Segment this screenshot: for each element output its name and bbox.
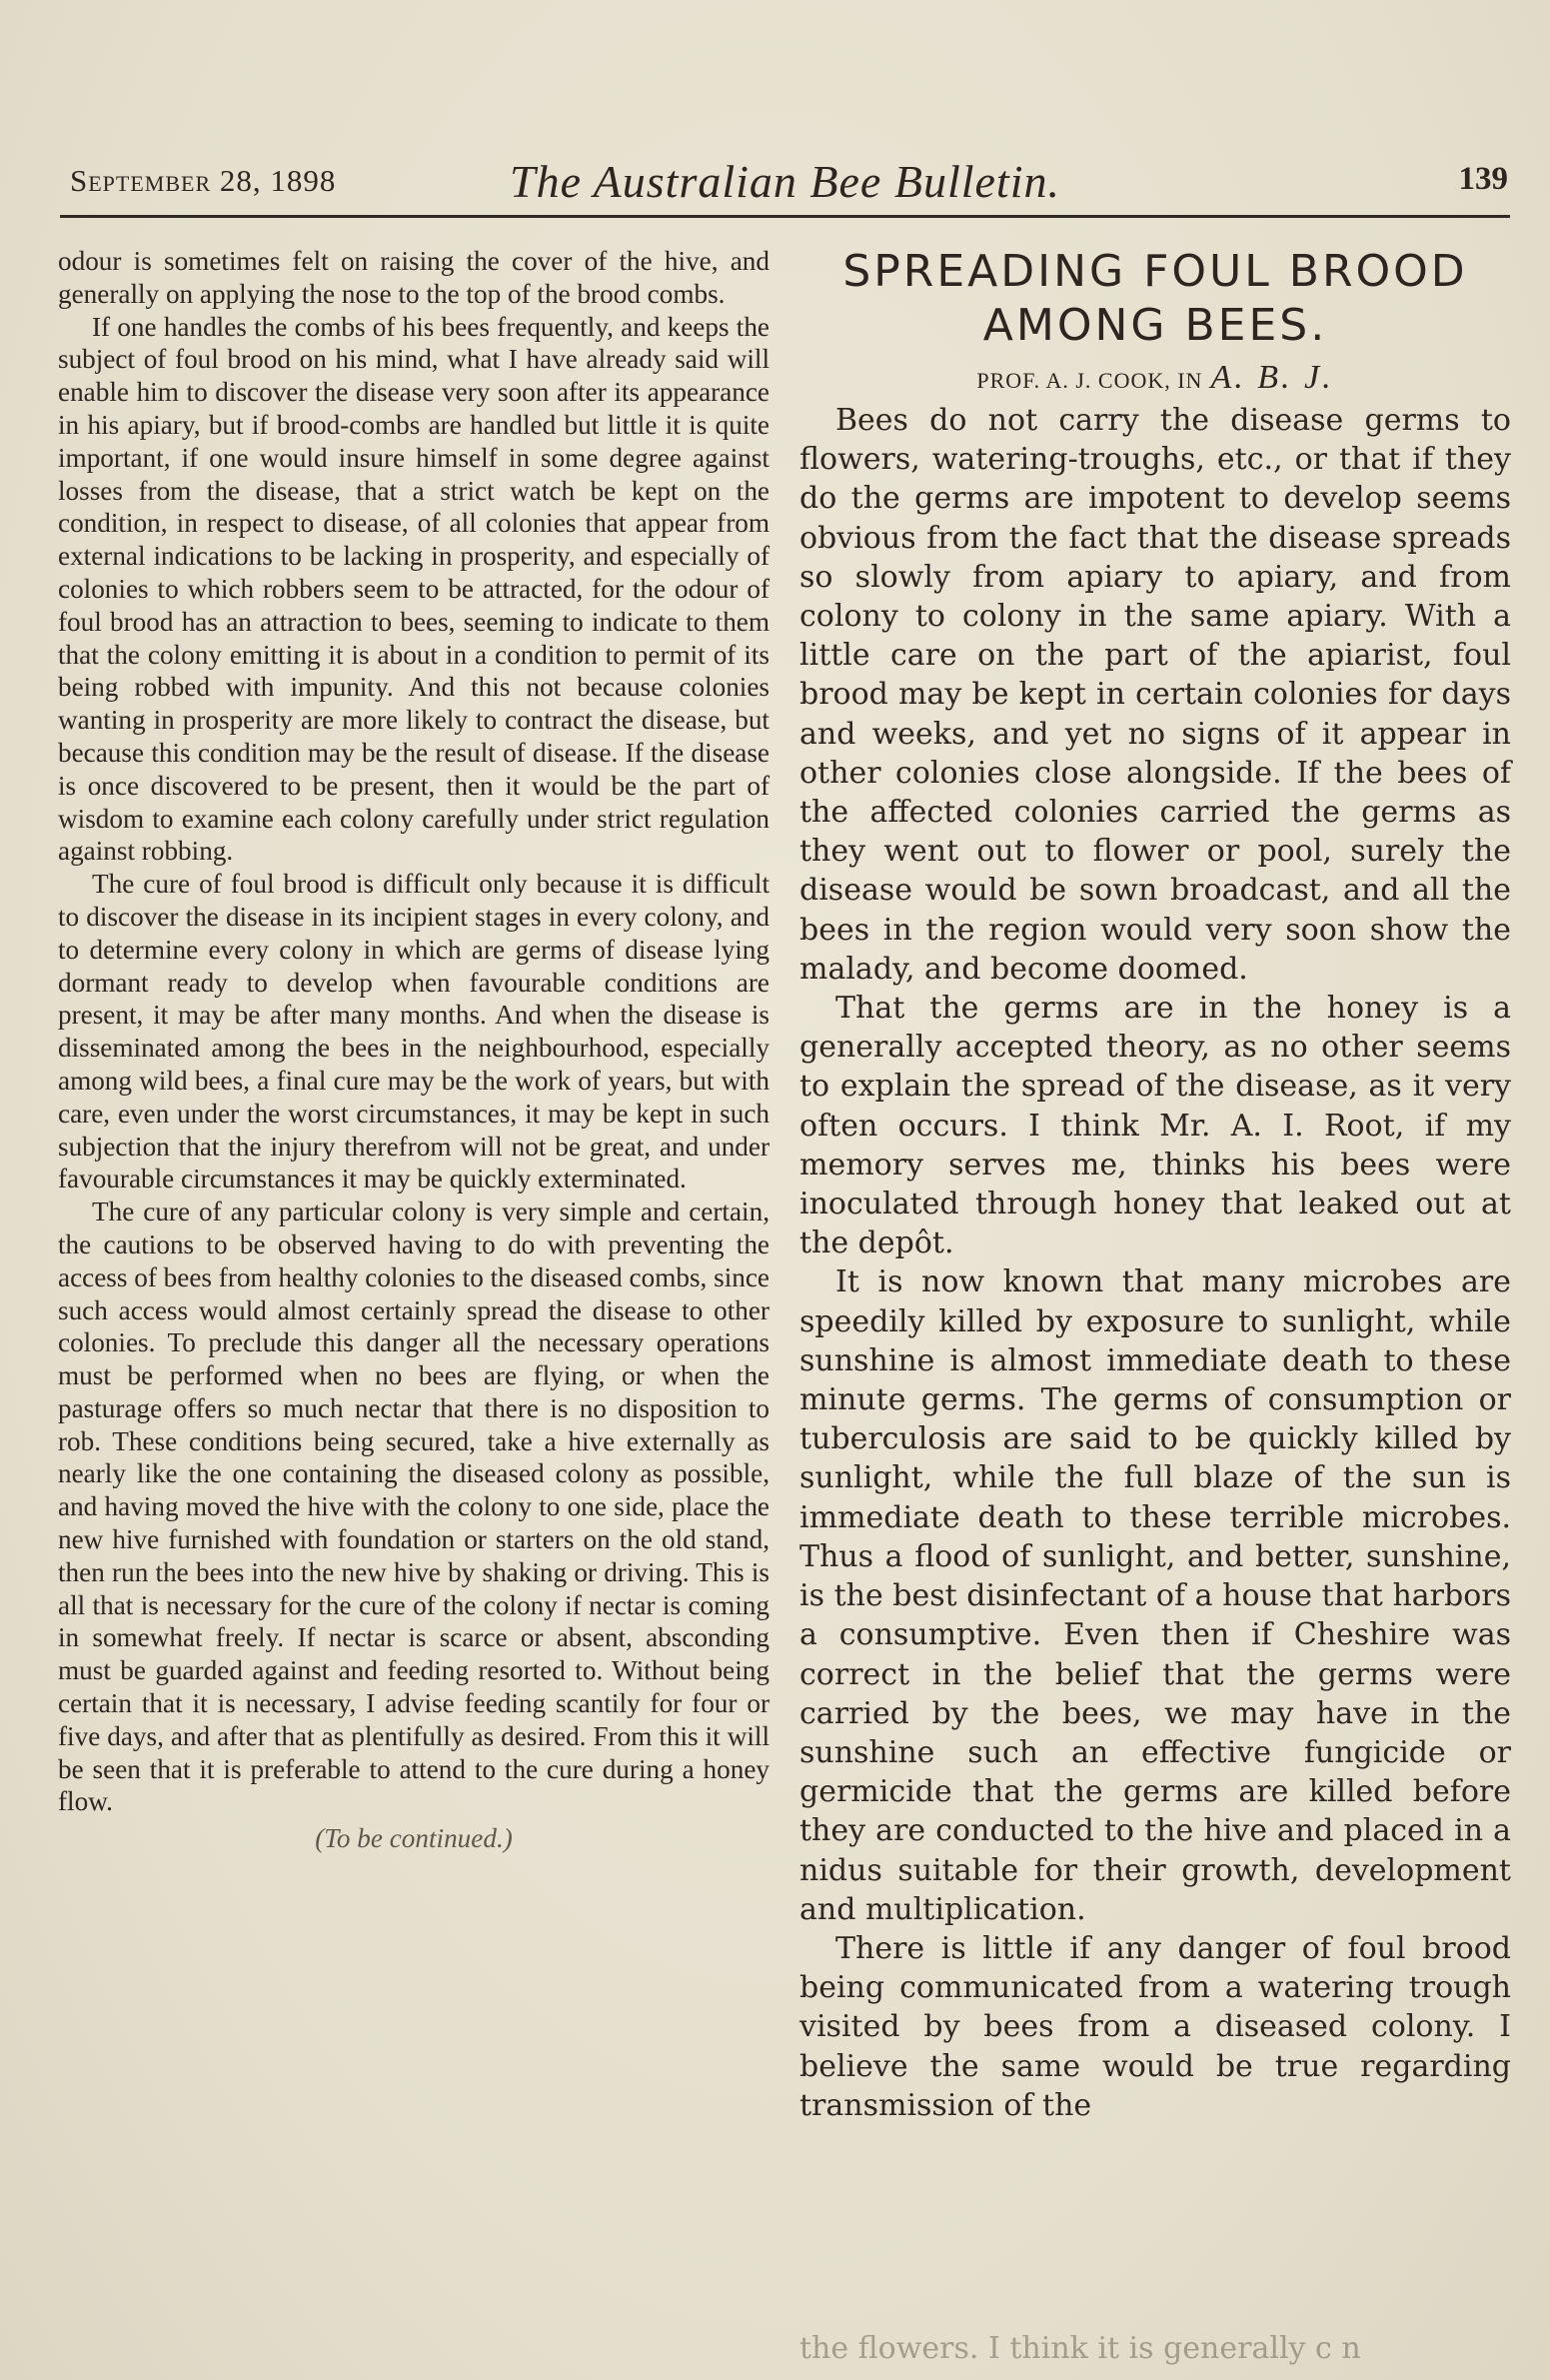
- article-paragraph: It is now known that many microbes are speedily killed by exposure to sunlight, while sunshine is almost immediate death to these minute germs. The germs of consumption or tuberculosis are said to be quickly killed by sunlight, while the full blaze of the sun is immediate death to these terrible microbes. Thus a flood of sunlight, and better, sunshine, is the best disinfectant of a house that harbors a consumptive. Even then if Cheshire was correct in the belief that the germs were carried by the bees, we may have in the sunshine such an effective fungicide or germicide that the germs are killed before they are conducted to the hive and placed in a nidus suitable for their growth, development and multiplication.: [799, 1264, 1511, 1927]
- issue-date: September 28, 1898: [70, 163, 337, 198]
- article-title: [799, 245, 1511, 353]
- article-paragraph: That the germs are in the honey is a generally accepted theory, as no other seems to explain the spread of the disease, as it very often occurs. I think Mr. A. I. Root, if my memory serves me, thinks his bees were inoculated through honey that leaked out at the depôt.: [799, 991, 1511, 1261]
- article-paragraph: There is little if any danger of foul brood being communicated from a watering trough visited by bees from a diseased colony. I believe the same would be true regarding transmission of the: [799, 1930, 1511, 2123]
- left-paragraph: odour is sometimes felt on raising the cover of the hive, and generally on applying the nose to the top of the brood combs.: [58, 246, 770, 309]
- journal-title: The Australian Bee Bulletin.: [510, 156, 1060, 207]
- byline-source: A. B. J.: [1210, 359, 1334, 396]
- left-column: [58, 245, 770, 1855]
- article-paragraph: Bees do not carry the disease germs to flowers, watering-troughs, etc., or that if they do the germs are impotent to develop seems obvious from the fact that the disease spreads so slowly from apiary to apiary, and from colony to colony in the same apiary. With a little care on the part of the apiarist, foul brood may be kept in certain colonies for days and weeks, and yet no signs of it appear in other colonies close alongside. If the bees of the affected colonies carried the germs as they went out to flower or pool, surely the disease would be sown broadcast, and all the bees in the region would very soon show the malady, and become doomed.: [799, 403, 1511, 987]
- article-body: [799, 401, 1511, 2125]
- page-header: [60, 155, 1510, 218]
- byline-author: PROF. A. J. COOK, IN: [976, 368, 1203, 393]
- article-byline: [799, 359, 1511, 397]
- left-paragraph: If one handles the combs of his bees frequently, and keeps the subject of foul brood on his mind, what I have already said will enable him to discover the disease very soon after its appearance in his apiary, but if brood-combs are handled but little it is quite important, if one would insure himself in some degree against losses from the disease, that a strict watch be kept on the condition, in respect to disease, of all colonies that appear from external indications to be lacking in prosperity, and especially of colonies to which robbers seem to be attracted, for the odour of foul brood has an attraction to bees, seeming to indicate to them that the colony emitting it is about in a condition to permit of its being robbed with impunity. And this not because colonies wanting in prosperity are more likely to contract the disease, but because this condition may be the result of disease. If the disease is once discovered to be present, then it would be the part of wisdom to examine each colony carefully under strict regulation against robbing.: [58, 311, 770, 867]
- page-number: 139: [1458, 161, 1508, 197]
- right-column: [799, 245, 1511, 2125]
- faded-text-tail: the flowers. I think it is generally c n: [799, 2331, 1361, 2366]
- continued-note: (To be continued.): [315, 1823, 513, 1854]
- left-paragraph: The cure of any particular colony is very simple and certain, the cautions to be observed having to do with preventing the access of bees from healthy colonies to the diseased combs, since such access would almost certainly spread the disease to other colonies. To preclude this danger all the necessary operations must be performed when no bees are flying, or when the pasturage offers so much nectar that there is no disposition to rob. These conditions being secured, take a hive externally as nearly like the one containing the diseased colony as possible, and having moved the hive with the colony to one side, place the new hive furnished with foundation or starters on the old stand, then run the bees into the new hive by shaking or driving. This is all that is necessary for the cure of the colony if nectar is coming in somewhat freely. If nectar is scarce or absent, absconding must be guarded against and feeding resorted to. Without being certain that it is necessary, I advise feeding scantily for four or five days, and after that as plentifully as desired. From this it will be seen that it is preferable to attend to the cure during a honey flow.: [58, 1196, 770, 1817]
- left-paragraph: The cure of foul brood is difficult only because it is difficult to discover the disease in its incipient stages in every colony, and to determine every colony in which are germs of disease lying dormant ready to develop when favourable conditions are present, it may be after many months. And when the disease is disseminated among the bees in the neighbourhood, especially among wild bees, a final cure may be the work of years, but with care, even under the worst circumstances, it may be kept in such subjection that the injury therefrom will not be great, and under favourable circumstances it may be quickly exterminated.: [58, 869, 770, 1194]
- article-title-line2: AMONG BEES.: [982, 300, 1328, 351]
- article-title-line1: SPREADING FOUL BROOD: [842, 246, 1468, 297]
